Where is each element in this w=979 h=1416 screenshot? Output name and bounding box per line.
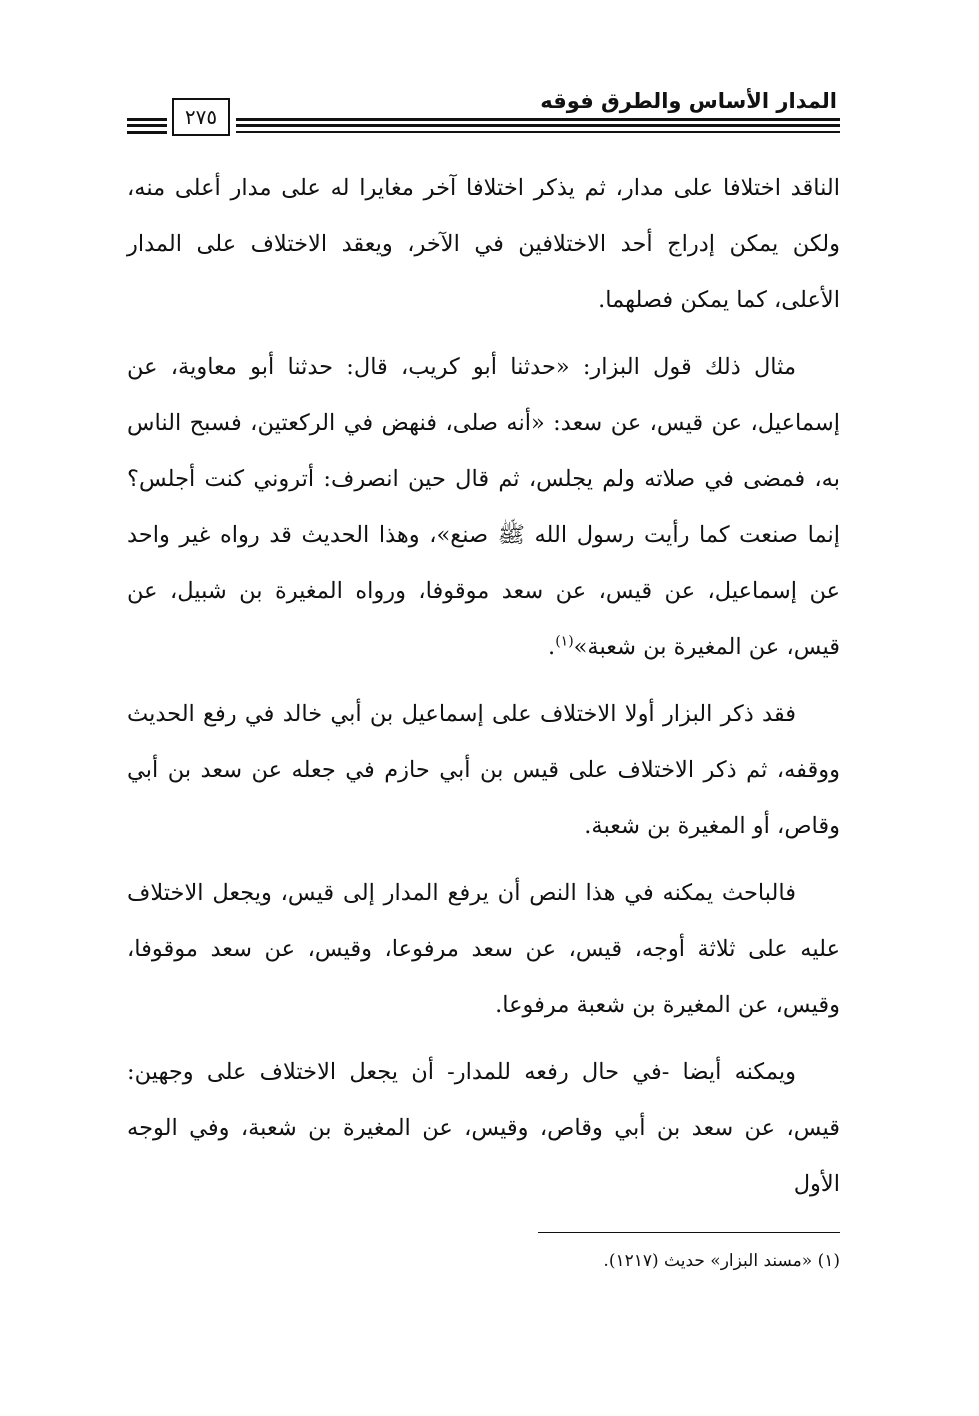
header-rule [127, 131, 167, 134]
paragraph: فالباحث يمكنه في هذا النص أن يرفع المدار إلى قيس، ويجعل الاختلاف عليه على ثلاثة أوجه، قيس، عن سعد مرفوعا، وقيس، عن سعد موقوفا، وقيس، عن المغيرة بن شعبة مرفوعا. [127, 880, 840, 1018]
page-number: ٢٧٥ [172, 98, 230, 136]
header-rule [127, 124, 167, 127]
footnote-separator [538, 1232, 840, 1233]
paragraph [127, 339, 840, 675]
header-rule [236, 131, 840, 133]
paragraph-text: مثال ذلك قول البزار: «حدثنا أبو كريب، قال: حدثنا أبو معاوية، عن إسماعيل، عن قيس، عن سعد: «أنه صلى، فنهض في الركعتين، فسبح الناس به، فمضى في صلاته ولم يجلس، ثم قال حين انصرف: أتروني كنت أجلس؟ إنما صنعت كما رأيت رسول الله ﷺ صنع»، وهذا الحديث قد رواه غير واحد عن إسماعيل، عن قيس، عن سعد موقوفا، ورواه المغيرة بن شبيل، عن قيس، عن المغيرة بن شعبة» [127, 354, 840, 660]
running-header-title: المدار الأساس والطرق فوقه [540, 89, 837, 113]
paragraph: الناقد اختلافا على مدار، ثم يذكر اختلافا آخر مغايرا له على مدار أعلى منه، ولكن يمكن إدراج أحد الاختلافين في الآخر، ويعقد الاختلاف على المدار الأعلى، كما يمكن فصلهما. [127, 175, 840, 313]
footnote: (١) «مسند البزار» حديث (١٢١٧). [603, 1251, 840, 1271]
paragraph: فقد ذكر البزار أولا الاختلاف على إسماعيل بن أبي خالد في رفع الحديث ووقفه، ثم ذكر الاختلاف على قيس بن أبي حازم في جعله عن سعد بن أبي وقاص، أو المغيرة بن شعبة. [127, 701, 840, 839]
header-rule [236, 124, 840, 127]
paragraph: ويمكنه أيضا -في حال رفعه للمدار- أن يجعل الاختلاف على وجهين: قيس، عن سعد بن أبي وقاص، وقيس، عن المغيرة بن شعبة، وفي الوجه الأول [127, 1059, 840, 1197]
main-text [127, 160, 840, 1223]
header-rule [236, 118, 840, 121]
footnote-reference[interactable]: (١) [555, 633, 574, 650]
paragraph-end: . [548, 634, 556, 660]
header-rule [127, 118, 167, 121]
